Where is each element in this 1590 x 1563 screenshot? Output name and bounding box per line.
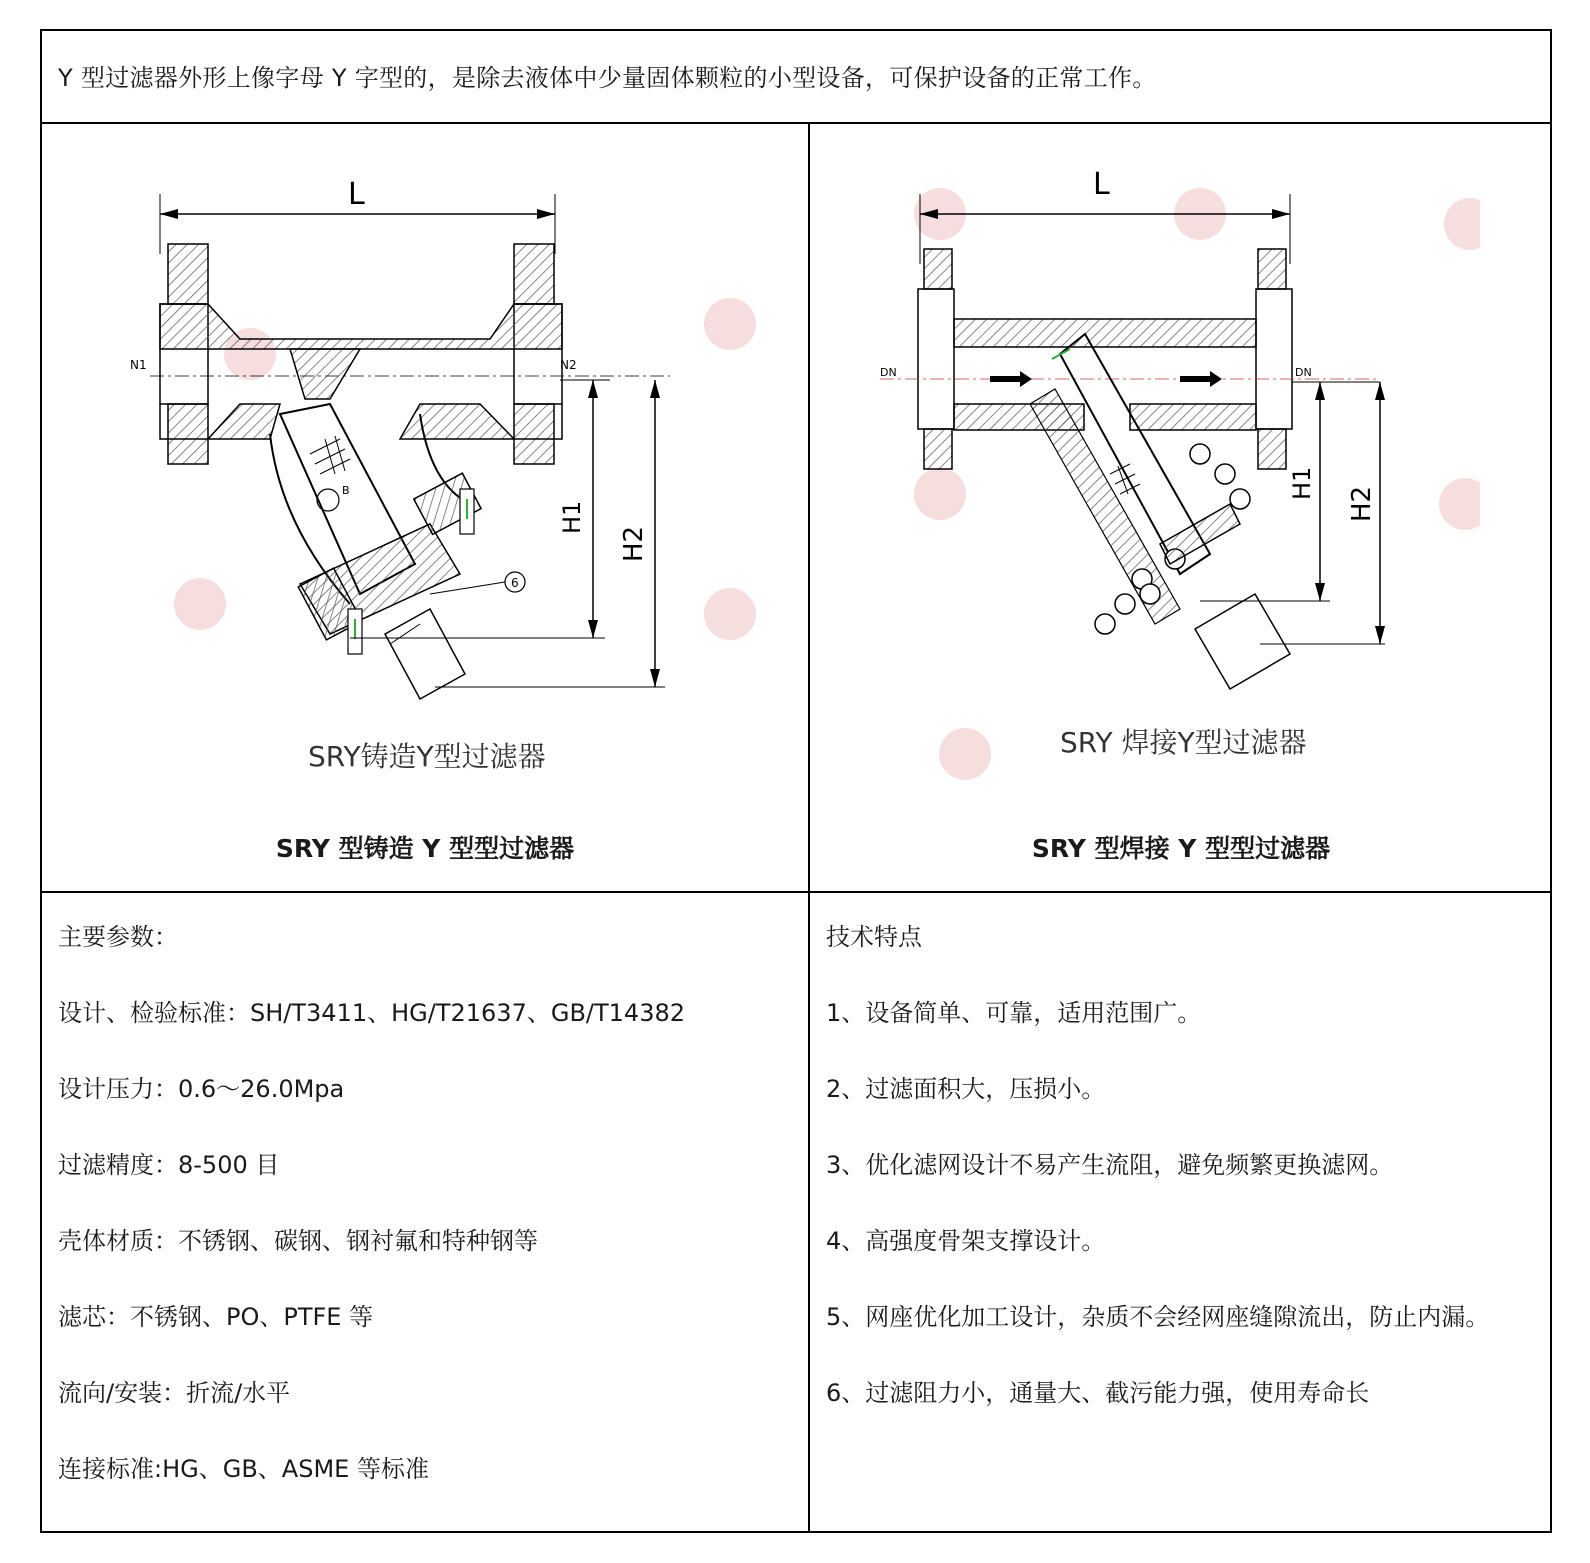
dimension-l-label: L [348,177,365,212]
watermark-logo [914,188,1480,780]
spec-sheet [40,29,1552,1533]
features-heading: 技术特点 [826,923,922,951]
drawings-row [42,124,1550,893]
param-item: 流向/安装：折流/水平 [58,1379,291,1407]
intro-row [42,31,1550,124]
param-item: 设计、检验标准：SH/T3411、HG/T21637、GB/T14382 [58,999,685,1027]
drawing-title-left: SRY铸造Y型过滤器 [308,740,546,773]
info-row [42,893,1550,1533]
param-item: 过滤精度：8-500 目 [58,1151,280,1179]
caption-cast-strainer: SRY 型铸造 Y 型型过滤器 [275,834,575,863]
cast-strainer-drawing [130,154,760,814]
label-n2: N2 [560,358,577,372]
label-h1: H1 [558,500,586,534]
param-item: 设计压力：0.6～26.0Mpa [58,1075,345,1103]
feature-item: 3、优化滤网设计不易产生流阻，避免频繁更换滤网。 [826,1151,1394,1179]
param-item: 连接标准:HG、GB、ASME 等标准 [58,1455,429,1483]
technical-features [826,893,1546,1533]
dimension-l-label: L [1093,167,1110,202]
cast-strainer-cell [42,124,808,891]
welded-strainer-cell [810,124,1552,891]
feature-item: 6、过滤阻力小，通量大、截污能力强，使用寿命长 [826,1379,1370,1407]
label-dn-left: DN [880,366,897,379]
params-heading: 主要参数： [58,923,178,951]
caption-welded-strainer: SRY 型焊接 Y 型型过滤器 [1031,834,1331,863]
label-b: B [342,484,350,497]
feature-item: 5、网座优化加工设计，杂质不会经网座缝隙流出，防止内漏。 [826,1303,1490,1331]
drawing-title-right: SRY 焊接Y型过滤器 [1060,726,1307,759]
welded-strainer-drawing [880,154,1480,784]
main-parameters [58,893,798,1533]
label-h2: H2 [1347,485,1377,522]
label-h1: H1 [1288,466,1316,500]
label-h2: H2 [619,525,649,562]
intro-text: Y 型过滤器外形上像字母 Y 字型的，是除去液体中少量固体颗粒的小型设备，可保护设备的正常工作。 [58,64,1157,92]
param-item: 滤芯：不锈钢、PO、PTFE 等 [58,1303,374,1331]
label-n1: N1 [130,358,147,372]
part-number: 6 [511,576,519,590]
feature-item: 4、高强度骨架支撑设计。 [826,1227,1106,1255]
feature-item: 2、过滤面积大，压损小。 [826,1075,1106,1103]
feature-item: 1、设备简单、可靠，适用范围广。 [826,999,1202,1027]
label-dn-right: DN [1295,366,1312,379]
param-item: 壳体材质：不锈钢、碳钢、钢衬氟和特种钢等 [58,1227,538,1255]
